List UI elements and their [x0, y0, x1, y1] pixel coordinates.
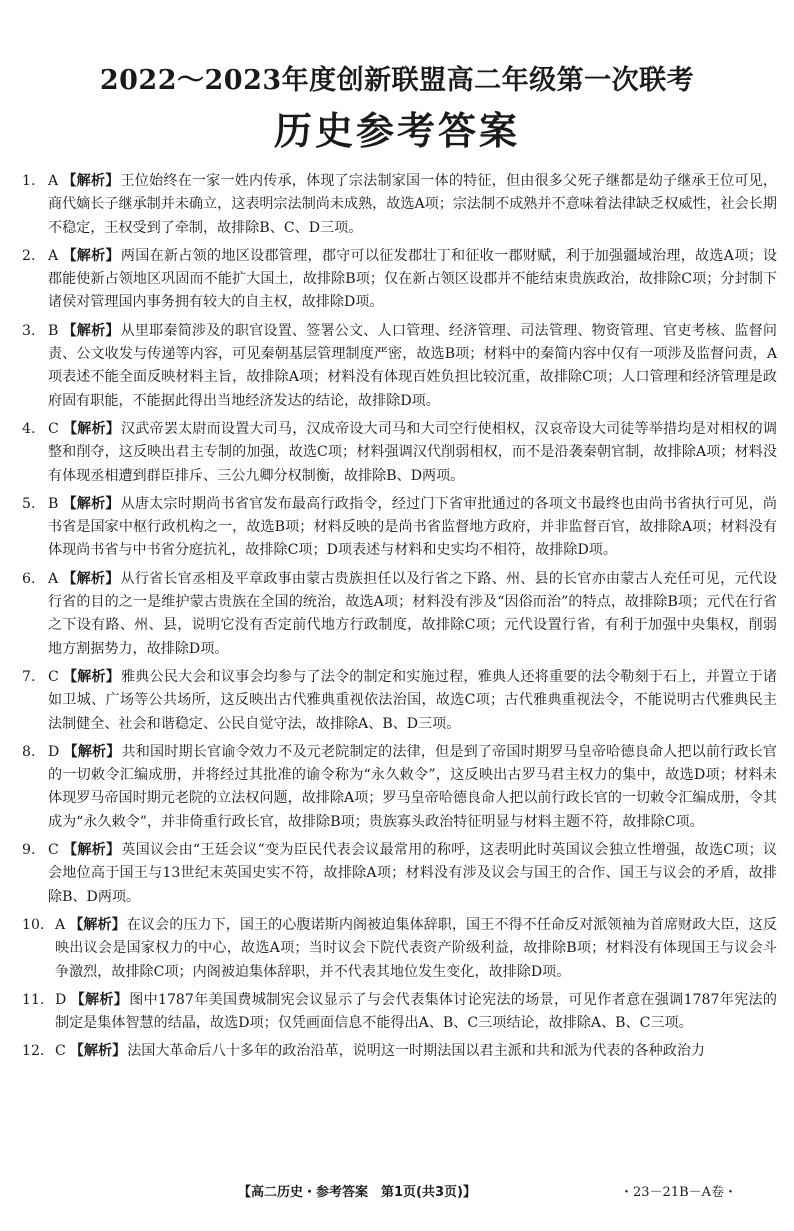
item-answer: A	[55, 916, 66, 933]
item-text: 在议会的压力下，国王的心腹诺斯内阁被迫集体辞职，国王不得不任命反对派领袖为首席财政大臣，这反映出议会是国家权力的中心，故选A项；当时议会下院代表资产阶级利益，故排除B项；材料没有体现国王与议会斗争激烈，故排除C项；内阁被迫集体辞职，并不代表其地位发生变化，故排除D项。	[55, 916, 778, 980]
item-number: 6.	[22, 570, 36, 587]
answer-item-2	[22, 245, 777, 315]
item-answer: C	[48, 842, 59, 859]
item-answer: A	[48, 570, 59, 587]
item-number: 8.	[22, 743, 36, 760]
footer-page-info: 【高二历史・参考答案 第1页(共3页)】	[238, 1185, 476, 1200]
item-text: 法国大革命后八十多年的政治沿革，说明这一时期法国以君主派和共和派为代表的各种政治力	[127, 1043, 706, 1060]
answer-item-8	[22, 741, 777, 834]
item-number: 11.	[22, 991, 45, 1008]
answer-item-12	[22, 1040, 777, 1063]
item-answer: A	[48, 173, 59, 189]
item-answer: C	[48, 668, 59, 685]
item-number: 12.	[22, 1043, 45, 1060]
answer-item-10	[22, 914, 777, 984]
item-number: 2.	[22, 247, 36, 264]
item-number: 5.	[22, 495, 36, 512]
answer-item-9	[22, 839, 777, 909]
item-answer: D	[48, 743, 60, 760]
analysis-tag: 【解析】	[62, 420, 121, 437]
answer-item-4	[22, 418, 777, 488]
answer-item-11	[22, 989, 777, 1036]
item-text: 从唐太宗时期尚书省官发布最高行政指令，经过门下省审批通过的各项文书最终也由尚书省执行可见，尚书省是国家中枢行政机构之一，故选B项；材料反映的是尚书省监督地方政府，并非监督百官，故排除A项；材料没有体现尚书省与中书省分庭抗礼，故排除C项；D项表述与材料和史实均不相符，故排除D项。	[48, 495, 778, 559]
item-answer: D	[55, 991, 67, 1008]
item-number: 9.	[22, 842, 36, 859]
item-number: 4.	[22, 420, 36, 437]
item-answer: B	[48, 322, 59, 339]
analysis-tag: 【解析】	[62, 570, 120, 587]
item-text: 汉武帝罢太尉而设置大司马，汉成帝设大司马和大司空行使相权，汉哀帝设大司徒等举措均是对相权的调整和削夺，这反映出君主专制的加强，故选C项；材料强调汉代削弱相权，而不是沿袭秦朝官制，故排除A项；材料没有体现丞相遭到群臣排斥、三公九卿分权制衡，故排除B、D两项。	[48, 420, 778, 484]
item-text: 王位始终在一家一姓内传承，体现了宗法制家国一体的特征，但由很多父死子继都是幼子继承王位可见，商代嫡长子继承制并未确立，这表明宗法制尚未成熟，故选A项；宗法制不成熟并不意味着法律缺乏权威性，社会长期不稳定，王权受到了牵制，故排除B、C、D三项。	[48, 173, 778, 236]
item-answer: A	[48, 247, 59, 264]
page-subtitle: 历史参考答案	[273, 108, 520, 153]
answer-list	[22, 170, 777, 1069]
answer-item-3	[22, 320, 777, 413]
analysis-tag: 【解析】	[69, 916, 126, 933]
answer-item-1	[22, 170, 777, 240]
item-number: 3.	[22, 322, 36, 339]
analysis-tag: 【解析】	[63, 743, 121, 760]
page-title: 2022～2023年度创新联盟高二年级第一次联考	[99, 65, 695, 96]
item-answer: B	[48, 495, 59, 512]
item-text: 从行省长官丞相及平章政事由蒙古贵族担任以及行省之下路、州、县的长官亦由蒙古人充任可见，元代设行省的目的之一是维护蒙古贵族在全国的统治，故选A项；材料没有涉及“因俗而治”的特点，故排除B项；元代在行省之下设有路、州、县，说明它没有否定前代地方行政制度，故排除C项；元代设置行省，有利于加强中央集权，削弱地方割据势力，故排除D项。	[48, 570, 778, 657]
item-answer: C	[48, 420, 59, 437]
analysis-tag: 【解析】	[62, 495, 120, 512]
item-number: 7.	[22, 668, 36, 685]
item-text: 图中1787年美国费城制宪会议显示了与会代表集体讨论宪法的场景，可见作者意在强调1787年宪法的制定是集体智慧的结晶，故选D项；仅凭画面信息不能得出A、B、C三项结论，故排除A、B、C三项。	[55, 991, 778, 1032]
page-footer	[0, 1181, 794, 1205]
item-text: 从里耶秦简涉及的职官设置、签署公文、人口管理、经济管理、司法管理、物资管理、官吏考核、监督问责、公文收发与传递等内容，可见秦朝基层管理制度严密，故选B项；材料中的秦简内容中仅有一项涉及监督问责，A项表述不能全面反映材料主旨，故排除A项；材料没有体现百姓负担比较沉重，故排除C项；人口管理和经济管理是政府固有职能，不能据此得出当地经济发达的结论，故排除D项。	[48, 322, 778, 409]
analysis-tag: 【解析】	[62, 173, 120, 189]
item-text: 英国议会由“王廷会议”变为臣民代表会议最常用的称呼，这表明此时英国议会独立性增强，故选C项；议会地位高于国王与13世纪末英国史实不符，故排除A项；材料没有涉及议会与国王的合作、国王与议会的矛盾，故排除B、D两项。	[48, 842, 777, 905]
analysis-tag: 【解析】	[70, 991, 129, 1008]
item-number: 10.	[22, 916, 45, 933]
answer-item-6	[22, 568, 777, 661]
analysis-tag: 【解析】	[62, 668, 121, 685]
item-text: 两国在新占领的地区设郡管理，郡守可以征发郡壮丁和征收一郡财赋，利于加强疆域治理，故选A项；设郡能使新占领地区巩固而不能扩大国土，故排除B项；仅在新占领区设郡并不能结束贵族政治，故排除C项；分封制下诸侯对管理国内事务拥有较大的自主权，故排除D项。	[48, 247, 777, 311]
analysis-tag: 【解析】	[62, 322, 120, 339]
answer-item-5	[22, 493, 777, 563]
analysis-tag: 【解析】	[62, 842, 121, 859]
item-text: 雅典公民大会和议事会均参与了法令的制定和实施过程，雅典人还将重要的法令勒刻于石上，并置立于诸如卫城、广场等公共场所，这反映出古代雅典重视依法治国，故选C项；古代雅典重视法令，不能说明古代雅典民主法制健全、社会和谐稳定、公民自觉守法，故排除A、B、D三项。	[48, 668, 778, 732]
item-answer: C	[55, 1043, 66, 1060]
footer-paper-code: ・23－21B－A卷・	[620, 1185, 738, 1200]
item-text: 共和国时期长官谕令效力不及元老院制定的法律，但是到了帝国时期罗马皇帝哈德良命人把以前行政长官的一切敕令汇编成册，并将经过其批准的谕令称为“永久敕令”，这反映出古罗马君主权力的集中，故选D项；材料未体现罗马帝国时期元老院的立法权问题，故排除A项；罗马皇帝哈德良命人把以前行政长官的一切敕令汇编成册，令其成为“永久敕令”，并非倚重行政长官，故排除B项；贵族寡头政治特征明显与材料主题不符，故排除C项。	[48, 743, 778, 830]
analysis-tag: 【解析】	[62, 247, 120, 264]
item-number: 1.	[22, 173, 36, 189]
analysis-tag: 【解析】	[69, 1043, 127, 1060]
answer-item-7	[22, 666, 777, 736]
